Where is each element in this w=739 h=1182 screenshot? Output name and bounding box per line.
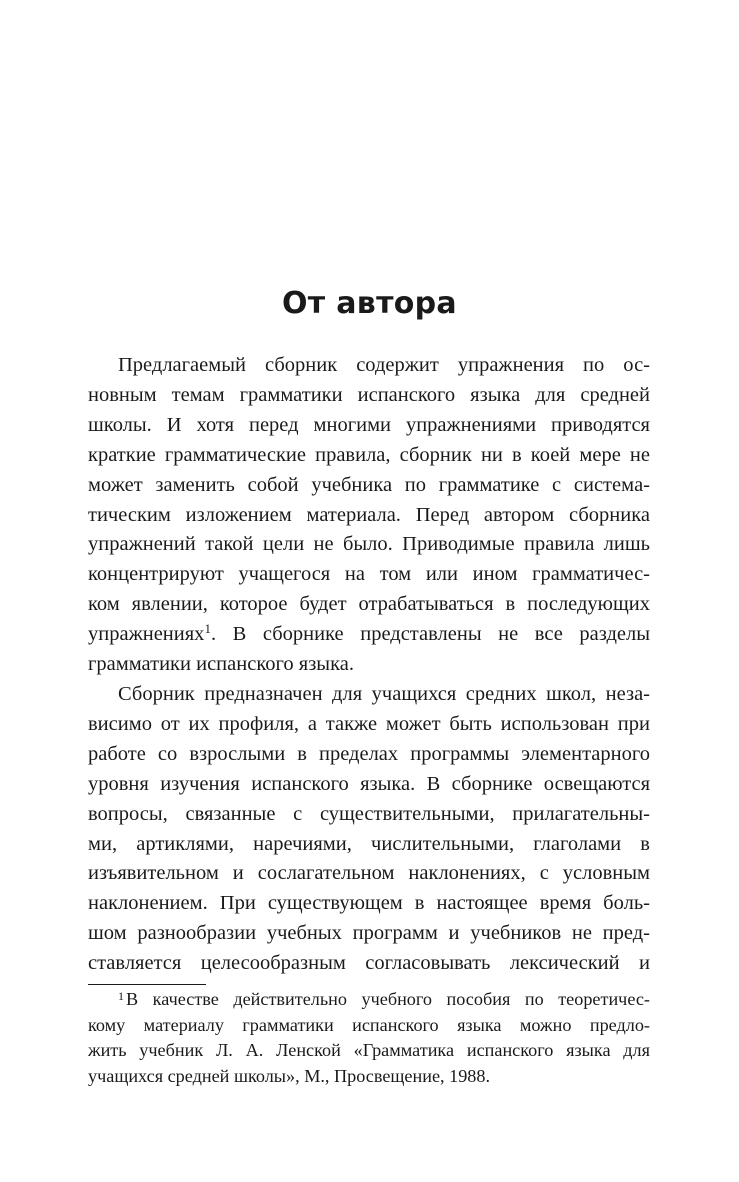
text-line: вопросы, связанные с существительными, прилагательны- xyxy=(88,802,650,825)
text-line: уровня изучения испанского языка. В сборнике освещаются xyxy=(88,772,650,795)
text-line: ставляется целесообразным согласовывать лексический и xyxy=(88,952,650,975)
footnote-mark: 1 xyxy=(118,989,124,1003)
main-text xyxy=(88,351,650,979)
text-fragment: упражнениях xyxy=(88,623,205,646)
text-line: изъявительном и сослагательном наклонениях, с условным xyxy=(88,862,650,885)
text-line: Предлагаемый сборник содержит упражнения по ос- xyxy=(118,354,650,376)
text-line: ком явлении, которое будет отрабатываться в последующих xyxy=(88,593,650,616)
text-line: тическим изложением материала. Перед автором сборника xyxy=(88,503,650,526)
text-line: новным темам грамматики испанского языка для средней xyxy=(88,383,650,406)
text-line: краткие грамматические правила, сборник ни в коей мере не xyxy=(88,443,650,466)
text-line: школы. И хотя перед многими упражнениями приводятся xyxy=(88,413,650,436)
text-fragment: В качестве действительно учебного пособия по теоретичес- xyxy=(126,989,650,1009)
text-line: грамматики испанского языка. xyxy=(88,653,354,676)
text-line: упражнений такой цели не было. Приводимые правила лишь xyxy=(88,533,650,556)
footnote-reference: 1 xyxy=(204,621,211,637)
text-line: шом разнообразии учебных программ и учебников не пред- xyxy=(88,922,650,945)
text-line: концентрируют учащегося на том или ином грамматичес- xyxy=(88,563,650,586)
text-fragment: . В сборнике представлены не все разделы xyxy=(210,623,650,646)
footnote-line: жить учебник Л. А. Ленской «Грамматика испанского языка для xyxy=(88,1040,650,1061)
paragraph-1 xyxy=(88,351,650,680)
text-line: Сборник предназначен для учащихся средних школ, неза- xyxy=(118,682,650,705)
footnote-line: учащихся средней школы», М., Просвещение, 1988. xyxy=(88,1065,491,1086)
footnote-line: кому материалу грамматики испанского языка можно предло- xyxy=(88,1014,650,1035)
footnote xyxy=(88,987,650,1089)
text-line: висимо от их профиля, а также может быть использован при xyxy=(88,712,650,735)
footnote-line xyxy=(88,987,650,1013)
text-line: наклонением. При существующем в настоящее время боль- xyxy=(88,892,650,915)
text-line: ми, артиклями, наречиями, числительными, глаголами в xyxy=(88,832,650,855)
page-title: От автора xyxy=(282,286,457,321)
text-line: работе со взрослыми в пределах программы элементарного xyxy=(88,742,650,765)
footnote-divider xyxy=(88,984,206,985)
paragraph-2 xyxy=(88,680,650,979)
text-line-with-footnote xyxy=(88,620,650,650)
text-line: может заменить собой учебника по грамматике с системa- xyxy=(88,473,650,496)
